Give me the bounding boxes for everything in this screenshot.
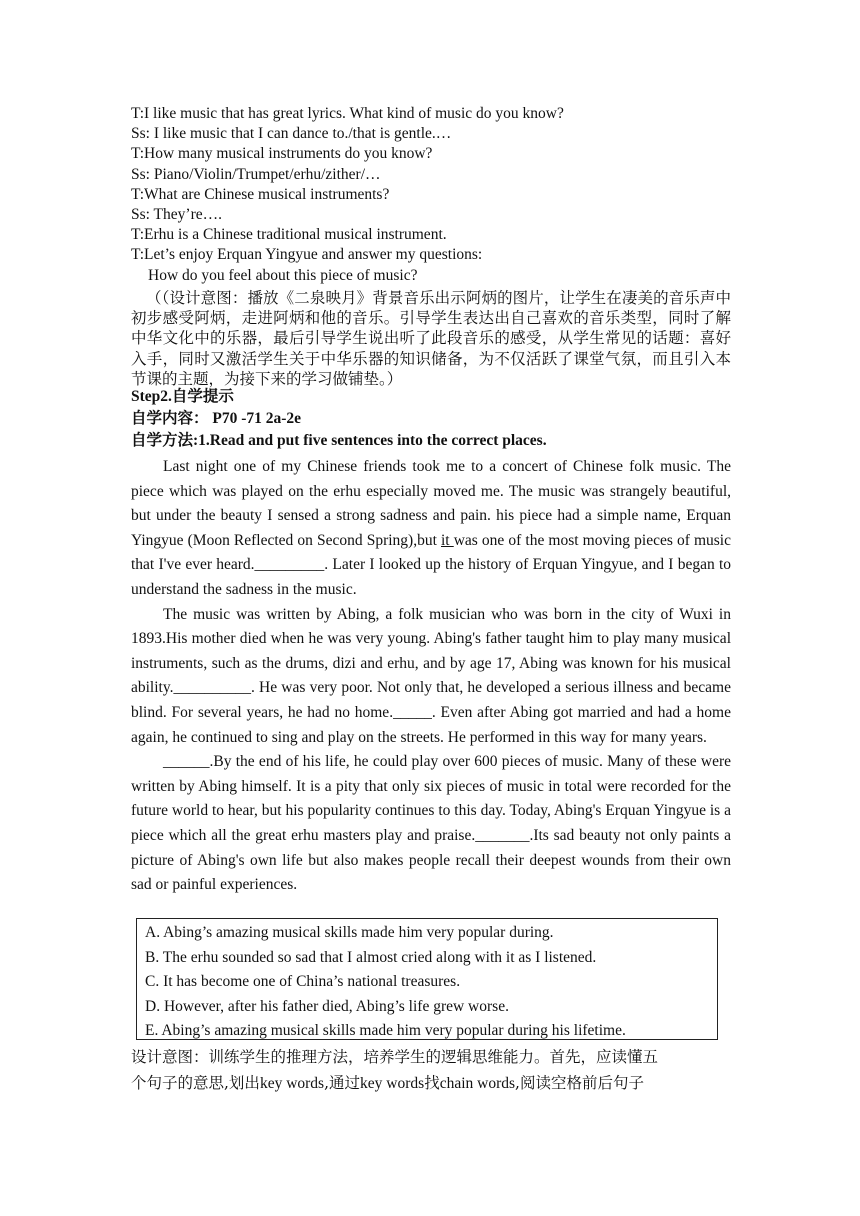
passage-paragraph-2: The music was written by Abing, a folk musician who was born in the city of Wuxi in 1893.His mother died when he was very young. Abing's father taught him to play many musical instruments, such as the drums, dizi and erhu, and by age 17, Abing was known for his musical ability.__________. He was very poor. Not only that, he developed a serious illness and became blind. For several years, he had no home._____. Even after Abing got married and had a home again, he continued to sing and play on the streets. He performed in this way for many years. [131, 605, 731, 746]
passage-paragraph-1: Last night one of my Chinese friends took me to a concert of Chinese folk music. The piece which was played on the erhu especially moved me. The music was strangely beautiful, but under the beauty I sensed a strong sadness and pain. his piece had a simple name, Erquan Yingyue (Moon Reflected on Second Spring),but it was one of the most moving pieces of music that I've ever heard._________. Later I looked up the history of Erquan Yingyue, and I began to understand the sadness in the music. [131, 458, 732, 598]
answer-blank: _____ [393, 703, 432, 721]
answer-blank: _______ [475, 826, 530, 844]
dialogue-line: T:How many musical instruments do you know? [131, 145, 433, 163]
options-box [136, 918, 718, 1040]
dialogue-line: Ss: Piano/Violin/Trumpet/erhu/zither/… [131, 165, 381, 183]
design-intent-2: 设计意图：训练学生的推理方法，培养学生的逻辑思维能力。首先，应读懂五 个句子的意思,划出key words,通过key words找chain words,阅读空格前后句子 [131, 1048, 659, 1092]
dialogue-line: T:Erhu is a Chinese traditional musical instrument. [131, 226, 447, 244]
answer-blank: ______ [163, 753, 210, 771]
design-intent-paragraph: （（设计意图：播放《二泉映月》背景音乐出示阿炳的图片，让学生在凄美的音乐声中初步感受阿炳，走进阿炳和他的音乐。引导学生表达出自己喜欢的音乐类型，同时了解中华文化中的乐器，最后引导学生说出听了此段音乐的感受，从学生常见的话题：喜好入手，同时又激活学生关于中华乐器的知识储备，为不仅活跃了课堂气氛，而且引入本节课的主题，为接下来的学习做铺垫。） [131, 289, 731, 388]
option-item: A. Abing’s amazing musical skills made him very popular during. [145, 924, 554, 941]
reading-passage [131, 455, 731, 898]
dialogue-block [131, 104, 731, 286]
dialogue-line: Ss: They’re…. [131, 206, 222, 224]
answer-blank: __________ [173, 679, 251, 697]
option-item: D. However, after his father died, Abing’s life grew worse. [145, 997, 509, 1015]
dialogue-line: T:I like music that has great lyrics. What kind of music do you know? [131, 105, 564, 122]
section-headings [131, 386, 731, 452]
answer-blank: _________ [254, 556, 325, 574]
dialogue-line: T:Let’s enjoy Erquan Yingyue and answer my questions: [131, 246, 483, 264]
self-study-content: 自学内容： P70 -71 2a-2e [131, 410, 302, 427]
option-item: E. Abing’s amazing musical skills made him very popular during his lifetime. [145, 1022, 626, 1040]
option-item: B. The erhu sounded so sad that I almost cried along with it as I listened. [145, 948, 597, 966]
self-study-method: 自学方法:1.Read and put five sentences into the correct places. [131, 432, 547, 449]
dialogue-line: How do you feel about this piece of music? [148, 266, 418, 284]
dialogue-line: Ss: I like music that I can dance to./that is gentle.… [131, 125, 452, 143]
step-heading: Step2.自学提示 [131, 388, 234, 405]
dialogue-line: T:What are Chinese musical instruments? [131, 185, 390, 203]
option-item: C. It has become one of China’s national treasures. [145, 973, 461, 991]
passage-paragraph-3: ______.By the end of his life, he could play over 600 pieces of music. Many of these were written by Abing himself. It is a pity that only six pieces of music in total were recorded for the future world to hear, but his popularity continues to this day. Today, Abing's Erquan Yingyue is a piece which all the great erhu masters play and praise._______.Its sad beauty not only paints a picture of Abing's own life but also makes people recall their deepest wounds from their own sad or painful experiences. [131, 753, 731, 894]
